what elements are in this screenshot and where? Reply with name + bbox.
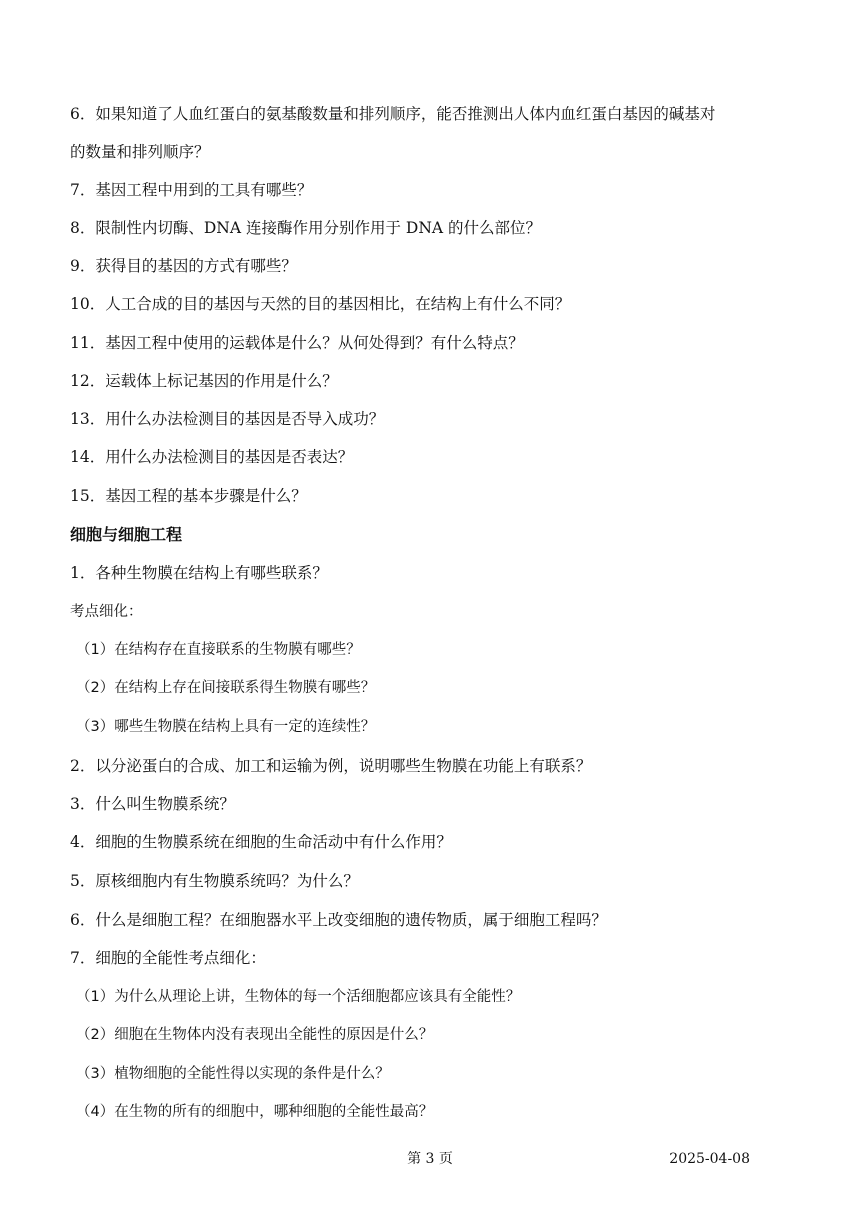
cell-question-7-sub-4: （4）在生物的所有的细胞中，哪种细胞的全能性最高？ [76, 1104, 434, 1120]
question-12: 12．运载体上标记基因的作用是什么？ [70, 372, 338, 390]
cell-question-6: 6．什么是细胞工程？在细胞器水平上改变细胞的遗传物质，属于细胞工程吗？ [70, 911, 607, 929]
cell-question-7-sub-2: （2）细胞在生物体内没有表现出全能性的原因是什么？ [76, 1027, 434, 1043]
question-10: 10．人工合成的目的基因与天然的目的基因相比，在结构上有什么不同？ [70, 295, 571, 313]
cell-question-7: 7．细胞的全能性考点细化： [70, 949, 266, 967]
question-8: 8．限制性内切酶、DNA 连接酶作用分别作用于 DNA 的什么部位？ [70, 219, 542, 237]
cell-question-1-sub-2: （2）在结构上存在间接联系得生物膜有哪些？ [76, 680, 376, 696]
question-7: 7．基因工程中用到的工具有哪些？ [70, 181, 313, 199]
cell-question-3: 3．什么叫生物膜系统？ [70, 795, 235, 813]
cell-question-7-sub-3: （3）植物细胞的全能性得以实现的条件是什么？ [76, 1066, 390, 1082]
cell-question-4: 4．细胞的生物膜系统在细胞的生命活动中有什么作用？ [70, 833, 452, 851]
question-6-line-1: 6．如果知道了人血红蛋白的氨基酸数量和排列顺序，能否推测出人体内血红蛋白基因的碱基对 [70, 105, 716, 123]
focus-detail-label: 考点细化： [70, 604, 143, 620]
question-11: 11．基因工程中使用的运载体是什么？从何处得到？有什么特点？ [70, 334, 524, 352]
question-14: 14．用什么办法检测目的基因是否表达？ [70, 448, 354, 466]
page-number: 第 3 页 [407, 1151, 453, 1167]
cell-question-7-sub-1: （1）为什么从理论上讲，生物体的每一个活细胞都应该具有全能性？ [76, 989, 521, 1005]
footer-date: 2025-04-08 [669, 1151, 750, 1167]
question-13: 13．用什么办法检测目的基因是否导入成功？ [70, 410, 385, 428]
cell-question-1-sub-3: （3）哪些生物膜在结构上具有一定的连续性？ [76, 719, 376, 735]
cell-question-2: 2．以分泌蛋白的合成、加工和运输为例，说明哪些生物膜在功能上有联系？ [70, 757, 592, 775]
cell-question-1-sub-1: （1）在结构存在直接联系的生物膜有哪些？ [76, 642, 361, 658]
cell-question-1: 1．各种生物膜在结构上有哪些联系？ [70, 564, 328, 582]
question-15: 15．基因工程的基本步骤是什么？ [70, 487, 307, 505]
question-6-line-2: 的数量和排列顺序？ [70, 143, 210, 161]
cell-question-5: 5．原核细胞内有生物膜系统吗？为什么？ [70, 872, 359, 890]
section-heading: 细胞与细胞工程 [70, 525, 183, 544]
question-9: 9．获得目的基因的方式有哪些？ [70, 257, 297, 275]
